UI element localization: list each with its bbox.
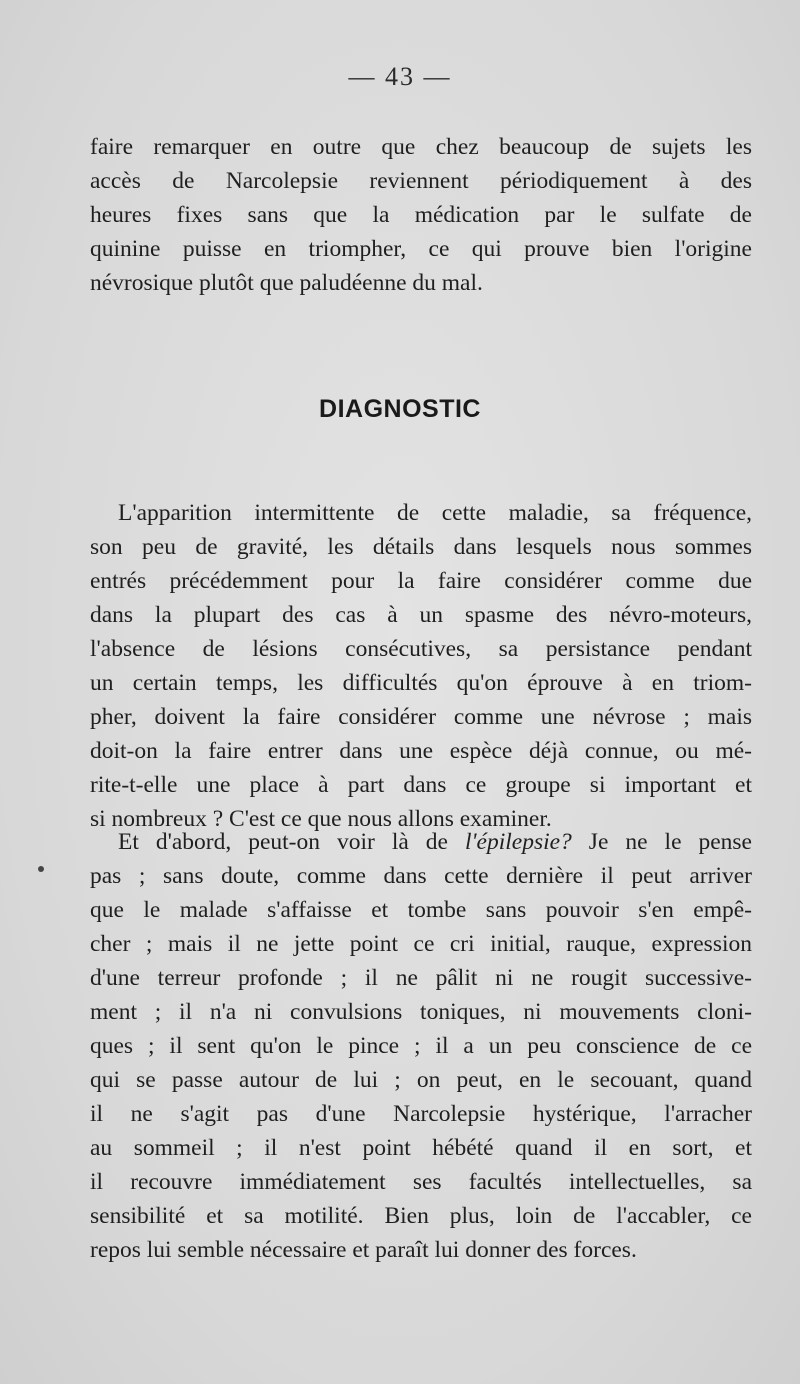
text-line: qui se passe autour de lui ; on peut, en le secouant, quand — [90, 1067, 752, 1093]
text-line — [90, 825, 752, 859]
text-line: pher, doivent la faire considérer comme une névrose ; mais — [90, 704, 752, 730]
text-line: sensibilité et sa motilité. Bien plus, loin de l'accabler, ce — [90, 1203, 752, 1229]
ink-speck — [38, 866, 44, 872]
text-line: quinine puisse en triompher, ce qui prouve bien l'origine — [90, 236, 752, 262]
text-line: il ne s'agit pas d'une Narcolepsie hystérique, l'arracher — [90, 1101, 752, 1127]
italic-term: l'épilepsie? — [464, 829, 572, 855]
section-heading: DIAGNOSTIC — [319, 395, 481, 423]
text-line: un certain temps, les difficultés qu'on éprouve à en triom- — [90, 670, 752, 696]
text-line: au sommeil ; il n'est point hébété quand il en sort, et — [90, 1135, 752, 1161]
text-run: Et d'abord, peut-on voir là de — [118, 829, 465, 855]
text-line: L'apparition intermittente de cette maladie, sa fréquence, — [118, 500, 752, 526]
text-line: cher ; mais il ne jette point ce cri initial, rauque, expression — [90, 931, 752, 957]
paragraph-epilepsie — [90, 825, 752, 1267]
text-line: dans la plupart des cas à un spasme des névro-moteurs, — [90, 602, 752, 628]
text-line: que le malade s'affaisse et tombe sans pouvoir s'en empê- — [90, 897, 752, 923]
text-run: Je ne le pense — [571, 829, 752, 855]
text-line: ques ; il sent qu'on le pince ; il a un peu conscience de ce — [90, 1033, 752, 1059]
text-line: ment ; il n'a ni convulsions toniques, ni mouvements cloni- — [90, 999, 752, 1025]
text-line: faire remarquer en outre que chez beaucoup de sujets les — [90, 134, 752, 160]
text-line: doit-on la faire entrer dans une espèce déjà connue, ou mé- — [90, 738, 752, 764]
text-line: d'une terreur profonde ; il ne pâlit ni ne rougit successive- — [90, 965, 752, 991]
text-line: névrosique plutôt que paludéenne du mal. — [90, 270, 483, 296]
text-line: si nombreux ? C'est ce que nous allons examiner. — [90, 806, 552, 832]
text-line: rite-t-elle une place à part dans ce groupe si important et — [90, 772, 752, 798]
text-line: son peu de gravité, les détails dans lesquels nous sommes — [90, 534, 752, 560]
text-line: pas ; sans doute, comme dans cette dernière il peut arriver — [90, 863, 752, 889]
paragraph-continuation — [90, 130, 752, 300]
paragraph-diagnostic — [90, 496, 752, 836]
text-line: repos lui semble nécessaire et paraît lui donner des forces. — [90, 1237, 637, 1263]
text-line: l'absence de lésions consécutives, sa persistance pendant — [90, 636, 752, 662]
page-number: — 43 — — [348, 62, 452, 91]
text-line: heures fixes sans que la médication par le sulfate de — [90, 202, 752, 228]
text-line: entrés précédemment pour la faire considérer comme due — [90, 568, 752, 594]
text-line: il recouvre immédiatement ses facultés intellectuelles, sa — [90, 1169, 752, 1195]
text-line: accès de Narcolepsie reviennent périodiquement à des — [90, 168, 752, 194]
